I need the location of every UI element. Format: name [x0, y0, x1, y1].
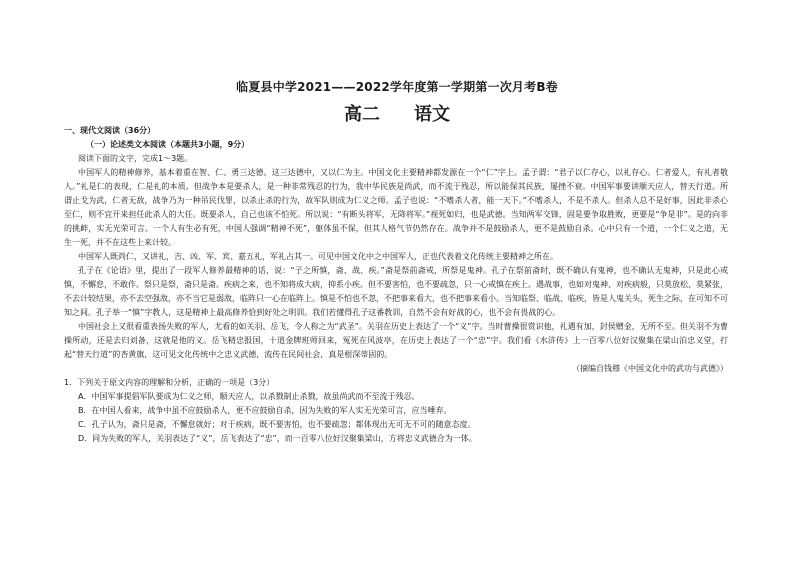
passage-paragraph: 中国军人既尚仁，又讲礼，吉、凶、军、宾、嘉五礼，军礼占其一。可见中国文化中之中国军人，正也代表着文化传统主要精神之所在。 — [78, 252, 558, 261]
question-option-c: C．孔子认为，斋只是斋，不懈怠就好；对于疾病，既不要害怕，也不要疏忽；都体现出无可无不可的随意态度。 — [78, 420, 476, 429]
question-option-a: A．中国军事提倡军队要成为仁义之师，顺天应人，以杀戮制止杀戮，故虽尚武而不至流于残忍。 — [78, 392, 420, 401]
subject-label: 语文 — [414, 104, 450, 125]
reading-instruction: 阅读下面的文字，完成1～3题。 — [78, 154, 193, 163]
subsection-heading: （一）论述类文本阅读（本题共3小题，9分） — [86, 140, 250, 149]
passage-source: （摘编自钱穆《中国文化中的武功与武德》） — [572, 364, 728, 373]
question-option-b: B．在中国人看来，战争中虽不应鼓励杀人，更不应鼓励自杀，因为失败的军人实无光荣可言，应当唾弃。 — [78, 406, 452, 415]
passage-paragraph: 孔子在《论语》里，提出了一段军人修养最精神的话，说：“子之所慎，斋、战、疾。”斋是祭前斋戒，所祭是鬼神。孔子在祭前斋时，既不确认有鬼神，也不确认无鬼神，只是此心戒慎，不懈怠，不敢作。祭只是祭，斋只是斋。疾病之来，也不知将成大病，抑系小疾。但不要害怕，也不要疏忽，只一心戒慎在疾上。遇战事，也如对鬼神、对疾病般，只莫放松、莫紧张，不去计较结果，亦不去空强敌，亦不当它是弱敌，临阵只一心在临阵上。慎是不怕也不忽，不把事来看大，也不把事来看小。当知临祭、临战、临疾，皆是人鬼关头，死生之际，在可知不可知之间。孔子举一“慎”字教人，这是精神上最高修养恰到好处之明训。我们若懂得孔子这番教训，自然不会有好战的心，也不会有畏战的心。 — [64, 266, 728, 317]
exam-title: 临夏县中学2021——2022学年度第一学期第一次月考B卷 — [236, 80, 558, 94]
passage-paragraph: 中国社会上又很看重表扬失败的军人，尤看的如关羽、岳飞，令人称之为“武圣”。关羽在历史上表达了一个“义”字。当时曹操很赏识他，礼遇有加，封侯赠金，无所不至。但关羽不为曹操所动，还是去归刘备，这就是他的义。岳飞精忠报国，十道金牌班师回来，冤死在风波亭，在历史上表达了一个“忠”字。我们看《水浒传》上一百零八位好汉聚集在梁山泊忠义堂，打起“替天行道”的杏黄旗，这可见文化传统中之忠义武德，流传在民间社会，真是根深蒂固的。 — [64, 322, 728, 359]
question-stem: 1．下列关于原文内容的理解和分析，正确的一项是（3分） — [64, 378, 275, 387]
passage-paragraph: 中国军人的精神修养，基本着重在智、仁、勇三达德。这三达德中，又以仁为主。中国文化主要精神都发源在一个“仁”字上。孟子谓：“君子以仁存心，以礼存心。仁者爱人，有礼者敬人。”礼是仁的表现，仁是礼的本质。但战争本是要杀人，是一种非常残忍的行为，我中华民族是尚武，而不流于残忍，所以能保其民族，屡挫不衰。中国军事要讲顺天应人，替天行道。所谓止戈为武，仁者无敌，战争乃为一种吊民伐罪，以杀止杀的行为，故军队则成为仁义之师。孟子也说：“不嗜杀人者，能一天下。”不嗜杀人，不是不杀人。但杀人总不是好事，因此非杀心至仁，则不宜开来担任此杀人的大任。既要杀人，自己也该不怕死。所以说：“有断头将军，无降将军。”视死如归，也是武德。当知两军交锋，固是要争取胜败，更要是“争是非”。是的向非的挑衅，实无光荣可言。一个人有生必有死，中国人强调“精神不死”，躯体虽不保，但其人格气节仍然存在。战争并不是鼓励杀人，更不是鼓励自杀。心中只有一个道，一个仁义之道，无生一死，并不在这些上来计较。 — [64, 168, 728, 247]
section-heading: 一、现代文阅读（36分） — [64, 126, 156, 135]
grade-subject-heading — [0, 100, 794, 126]
exam-content — [64, 124, 728, 446]
question-option-d: D．同为失败的军人，关羽表达了“义”，岳飞表达了“忠”，而一百零八位好汉聚集梁山，方将忠义武德合为一体。 — [78, 434, 477, 443]
grade-label: 高二 — [344, 104, 380, 125]
